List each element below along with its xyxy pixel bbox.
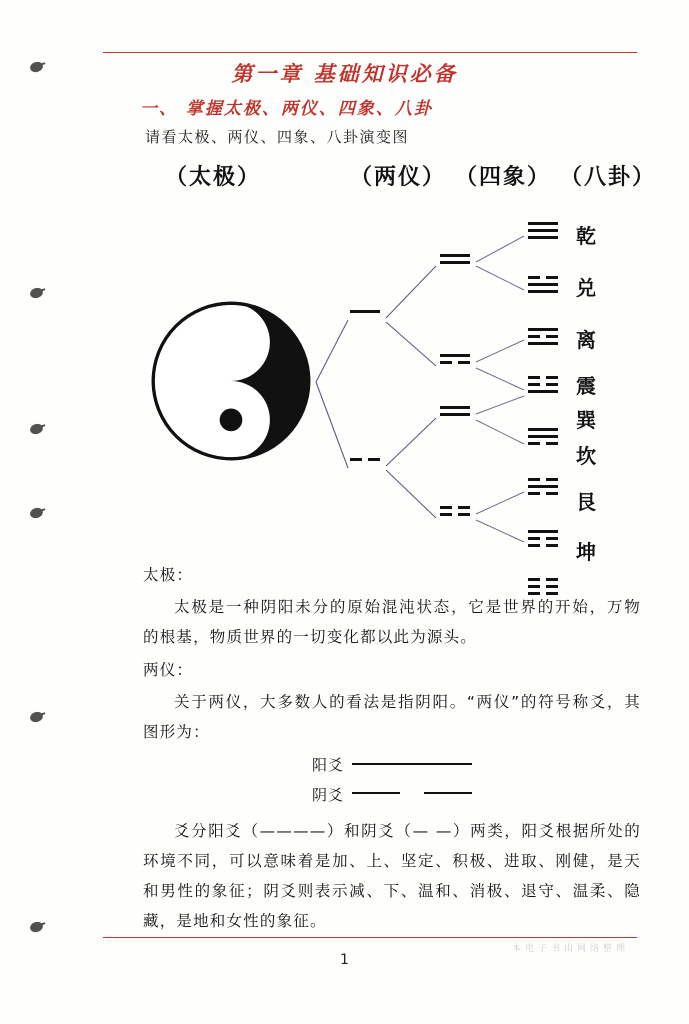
bagua-evolution-diagram bbox=[0, 200, 689, 564]
bagua-zhen bbox=[528, 376, 558, 397]
stage-label-row bbox=[60, 160, 657, 194]
stage-label-taiji: （太极） bbox=[165, 165, 262, 190]
page-number: 1 bbox=[340, 952, 349, 968]
sixiang-2 bbox=[440, 354, 470, 368]
sixiang-4 bbox=[440, 506, 470, 520]
yin-line-glyph bbox=[352, 792, 472, 795]
sixiang-3 bbox=[440, 406, 470, 420]
paragraph-taiji: 太极是一种阴阳未分的原始混沌状态，它是世界的开始，万物的根基，物质世界的一切变化都以此为源头。 bbox=[143, 598, 641, 647]
heading-taiji: 太极： bbox=[143, 566, 194, 584]
stage-label-sixiang: （四象） bbox=[455, 165, 552, 190]
bagua-xun bbox=[528, 428, 558, 449]
trigram-name-li: 离 bbox=[576, 328, 596, 352]
trigram-name-kun: 坤 bbox=[576, 540, 596, 564]
stage-label-liangyi: （两仪） bbox=[350, 165, 447, 190]
bagua-qian bbox=[528, 222, 558, 243]
section-title: 一、 掌握太极、两仪、四象、八卦 bbox=[140, 99, 433, 119]
bagua-li bbox=[528, 328, 558, 349]
trigram-name-kan: 坎 bbox=[576, 444, 596, 468]
trigram-name-qian: 乾 bbox=[576, 224, 596, 248]
yao-figure bbox=[143, 751, 641, 810]
binder-hole bbox=[29, 710, 44, 724]
yang-line-glyph bbox=[352, 763, 472, 765]
bagua-dui bbox=[528, 276, 558, 297]
trigram-name-dui: 兑 bbox=[576, 276, 596, 300]
sixiang-1 bbox=[440, 254, 470, 268]
stage-label-bagua: （八卦） bbox=[560, 165, 657, 190]
taiji-symbol bbox=[150, 300, 312, 462]
page-title: 第一章 基础知识必备 bbox=[231, 62, 458, 86]
trigram-name-xun: 巽 bbox=[576, 408, 596, 432]
yao-yin-row bbox=[143, 781, 641, 810]
bagua-gen bbox=[528, 530, 558, 551]
yao-yang-row bbox=[143, 751, 641, 780]
paragraph-yao: 爻分阳爻（————）和阴爻（— —）两类，阳爻根据所处的环境不同，可以意味着是加、上、坚定、积极、进取、刚健，是天和男性的象征；阴爻则表示减、下、温和、消极、退守、温柔、隐藏，是地和女性的象征。 bbox=[143, 821, 641, 931]
footer-watermark: 本电子书由网络整理 bbox=[511, 944, 629, 954]
trigram-name-zhen: 震 bbox=[576, 374, 596, 398]
trigram-name-gen: 艮 bbox=[576, 490, 596, 514]
binder-hole bbox=[29, 920, 44, 934]
liangyi-yang bbox=[350, 310, 380, 317]
header-rule bbox=[103, 52, 637, 53]
bagua-kan bbox=[528, 478, 558, 499]
yao-yin-label: 阴爻 bbox=[311, 785, 344, 804]
body-text bbox=[143, 560, 641, 939]
heading-liangyi: 两仪： bbox=[143, 660, 194, 679]
liangyi-yin bbox=[350, 458, 380, 465]
lead-text: 请看太极、两仪、四象、八卦演变图 bbox=[145, 128, 410, 146]
yao-yang-label: 阳爻 bbox=[311, 756, 344, 775]
paragraph-liangyi: 关于两仪，大多数人的看法是指阴阳。“两仪”的符号称爻，其图形为： bbox=[143, 692, 641, 742]
